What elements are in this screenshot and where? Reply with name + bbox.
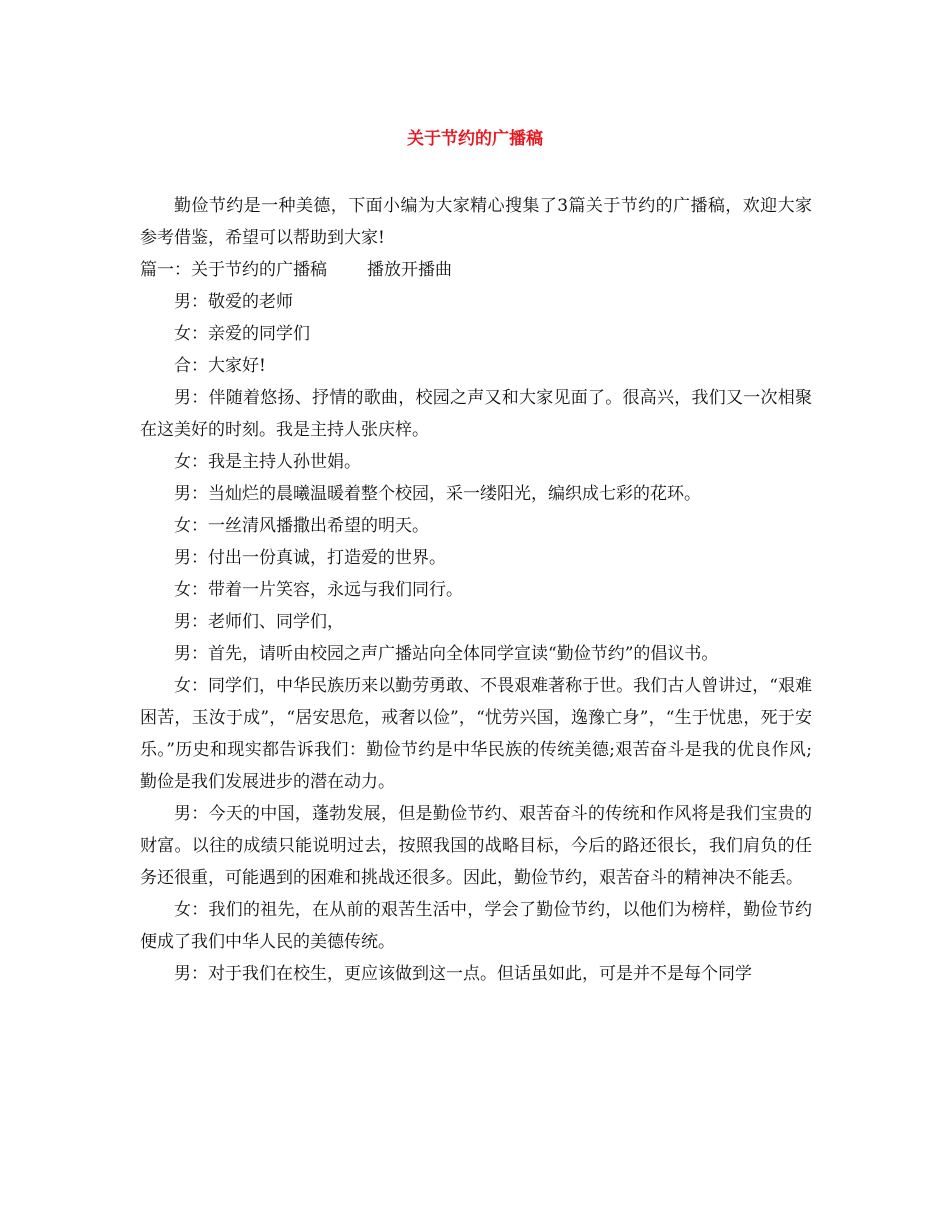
dialogue-line: 合：大家好! xyxy=(174,356,266,376)
dialogue-line: 男：今天的中国，蓬勃发展，但是勤俭节约、艰苦奋斗的传统和作风将是我们宝贵的财富。以往的成绩只能说明过去，按照我国的战略目标，今后的路还很长，我们肩负的任务还很重，可能遇到的困难和挑战还很多。因此，勤俭节约，艰苦奋斗的精神决不能丢。 xyxy=(140,804,812,888)
document-body xyxy=(140,190,812,990)
document-title: 关于节约的广播稿 xyxy=(407,129,543,149)
dialogue-line: 女：一丝清风播撒出希望的明天。 xyxy=(174,516,429,536)
dialogue-line: 男：敬爱的老师 xyxy=(174,292,293,312)
dialogue-line: 男：当灿烂的晨曦温暖着整个校园，采一缕阳光，编织成七彩的花环。 xyxy=(174,484,701,504)
dialogue-line: 女：同学们，中华民族历来以勤劳勇敢、不畏艰难著称于世。我们古人曾讲过，“艰难困苦，玉汝于成”，“居安思危，戒奢以俭”，“忧劳兴国，逸豫亡身”，“生于忧患，死于安乐。”历史和现实都告诉我们：勤俭节约是中华民族的传统美德;艰苦奋斗是我的优良作风;勤俭是我们发展进步的潜在动力。 xyxy=(140,676,812,792)
dialogue-line: 男：首先，请听由校园之声广播站向全体同学宣读“勤俭节约”的倡议书。 xyxy=(174,644,719,664)
dialogue-line: 女：我是主持人孙世娟。 xyxy=(174,452,361,472)
dialogue-line: 男：老师们、同学们， xyxy=(174,612,344,632)
section-heading-line xyxy=(140,254,812,286)
dialogue-line: 男：对于我们在校生，更应该做到这一点。但话虽如此，可是并不是每个同学 xyxy=(174,964,752,984)
dialogue-line: 男：伴随着悠扬、抒情的歌曲，校园之声又和大家见面了。很高兴，我们又一次相聚在这美好的时刻。我是主持人张庆梓。 xyxy=(140,388,812,440)
dialogue-line: 女：带着一片笑容，永远与我们同行。 xyxy=(174,580,463,600)
dialogue-line: 女：亲爱的同学们 xyxy=(174,324,310,344)
section-heading: 篇一：关于节约的广播稿 xyxy=(140,260,327,280)
section-note: 播放开播曲 xyxy=(367,260,452,280)
dialogue-line: 男：付出一份真诚，打造爱的世界。 xyxy=(174,548,446,568)
dialogue-line: 女：我们的祖先，在从前的艰苦生活中，学会了勤俭节约，以他们为榜样，勤俭节约便成了我们中华人民的美德传统。 xyxy=(140,900,812,952)
intro-paragraph: 勤俭节约是一种美德，下面小编为大家精心搜集了3篇关于节约的广播稿，欢迎大家参考借鉴，希望可以帮助到大家! xyxy=(140,196,812,248)
